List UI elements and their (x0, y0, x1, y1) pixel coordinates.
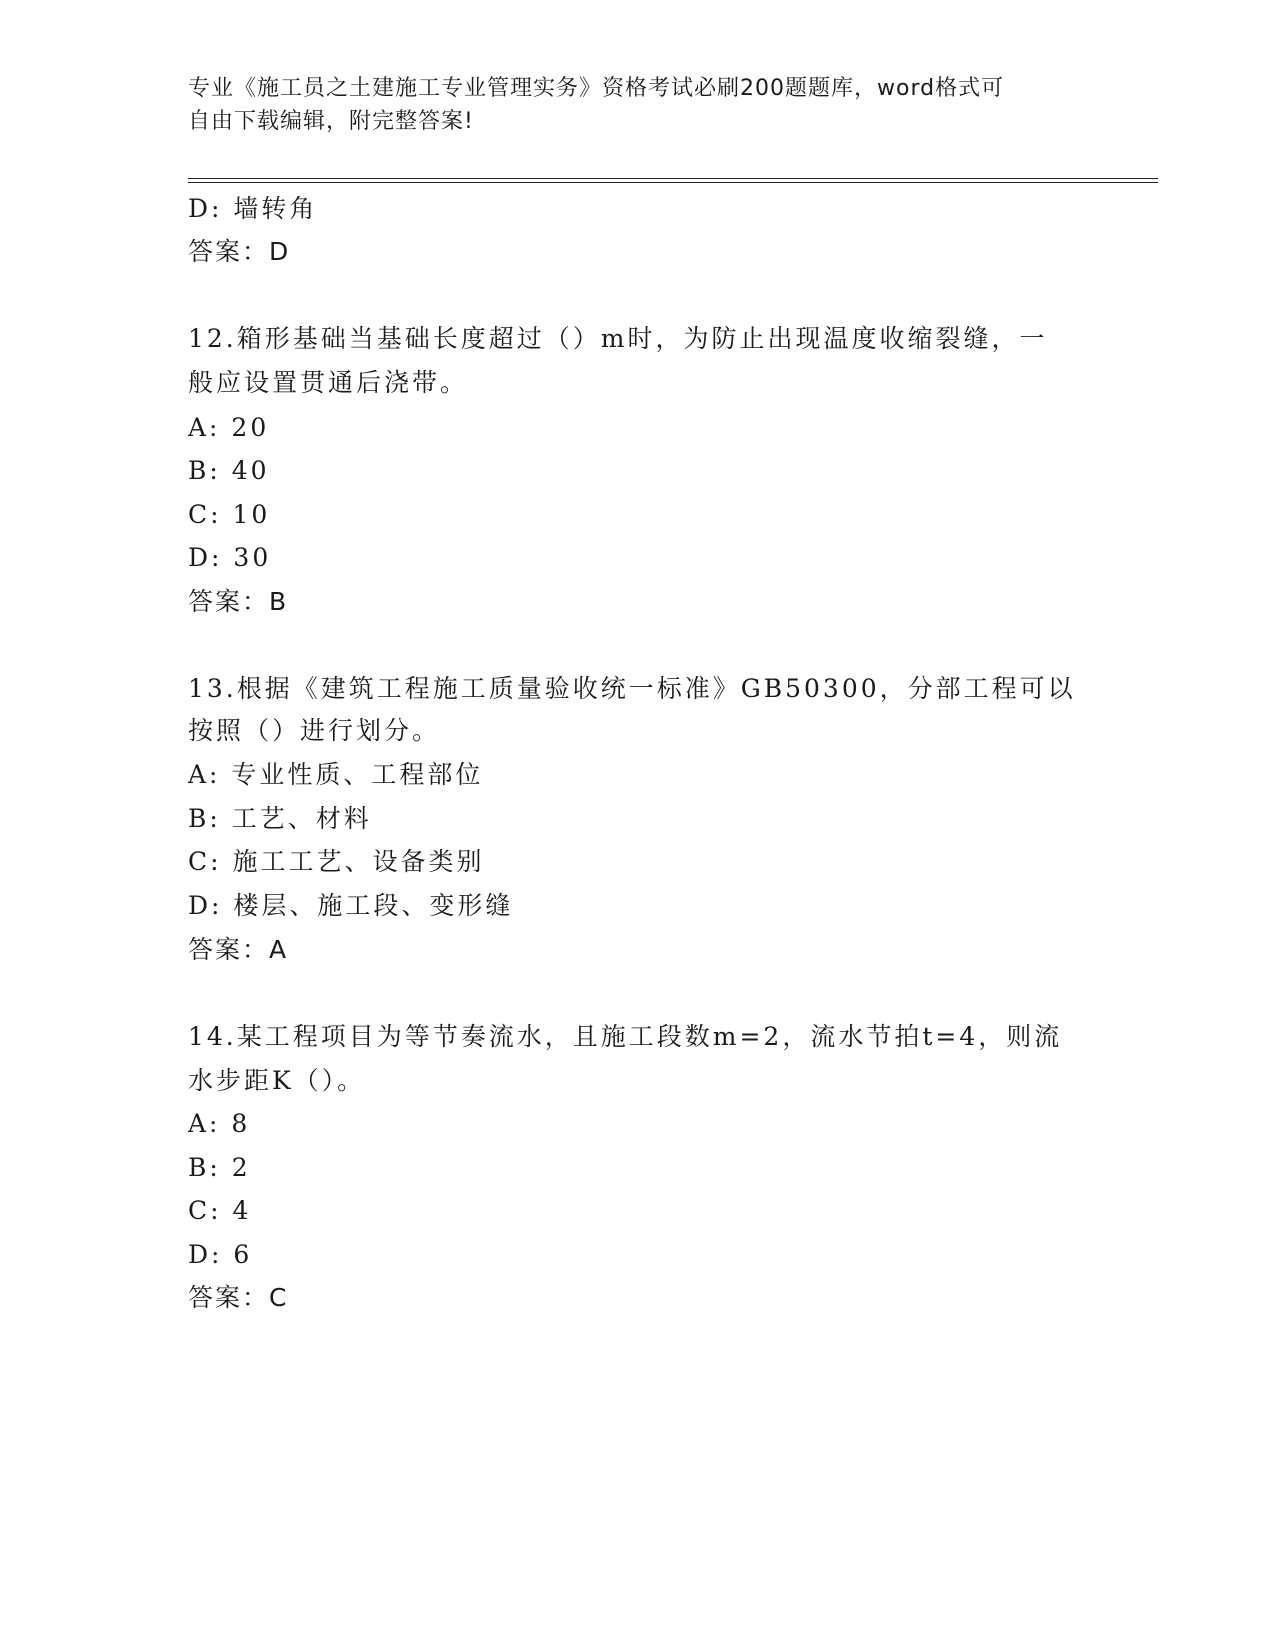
q12-stem-line-2: 般应设置贯通后浇带。 (188, 368, 469, 397)
header-line-1: 专业《施工员之土建施工专业管理实务》资格考试必刷200题题库，word格式可 (188, 76, 1005, 101)
q12-option-d: D: 30 (188, 543, 272, 572)
header-line-2: 自由下载编辑，附完整答案! (188, 109, 474, 134)
q12-answer: 答案：B (188, 587, 289, 616)
q12-stem-line-1: 12.箱形基础当基础长度超过（）m时，为防止出现温度收缩裂缝，一 (188, 324, 1048, 353)
q14-option-a: A: 8 (188, 1109, 251, 1138)
q13-option-b: B: 工艺、材料 (188, 804, 372, 833)
q13-option-a: A: 专业性质、工程部位 (188, 760, 484, 789)
q14-option-b: B: 2 (188, 1153, 251, 1182)
q14-stem-line-1: 14.某工程项目为等节奏流水，且施工段数m=2，流水节拍t=4，则流 (188, 1022, 1063, 1051)
q12-option-c: C: 10 (188, 500, 271, 529)
q14-option-d: D: 6 (188, 1240, 253, 1269)
page-header (188, 72, 1068, 138)
q13-stem-line-2: 按照（）进行划分。 (188, 716, 441, 745)
q12-option-a: A: 20 (188, 413, 270, 442)
q14-option-c: C: 4 (188, 1196, 252, 1225)
q13-stem-line-1: 13.根据《建筑工程施工质量验收统一标准》GB50300，分部工程可以 (188, 674, 1076, 703)
q12-option-b: B: 40 (188, 456, 270, 485)
header-divider (188, 178, 1158, 183)
prev-option-d: D: 墙转角 (188, 194, 318, 223)
prev-answer: 答案：D (188, 237, 291, 266)
q13-answer: 答案：A (188, 935, 289, 964)
q13-option-d: D: 楼层、施工段、变形缝 (188, 891, 514, 920)
q14-answer: 答案：C (188, 1283, 289, 1312)
q13-option-c: C: 施工工艺、设备类别 (188, 847, 485, 876)
q14-stem-line-2: 水步距K（）。 (188, 1066, 366, 1095)
